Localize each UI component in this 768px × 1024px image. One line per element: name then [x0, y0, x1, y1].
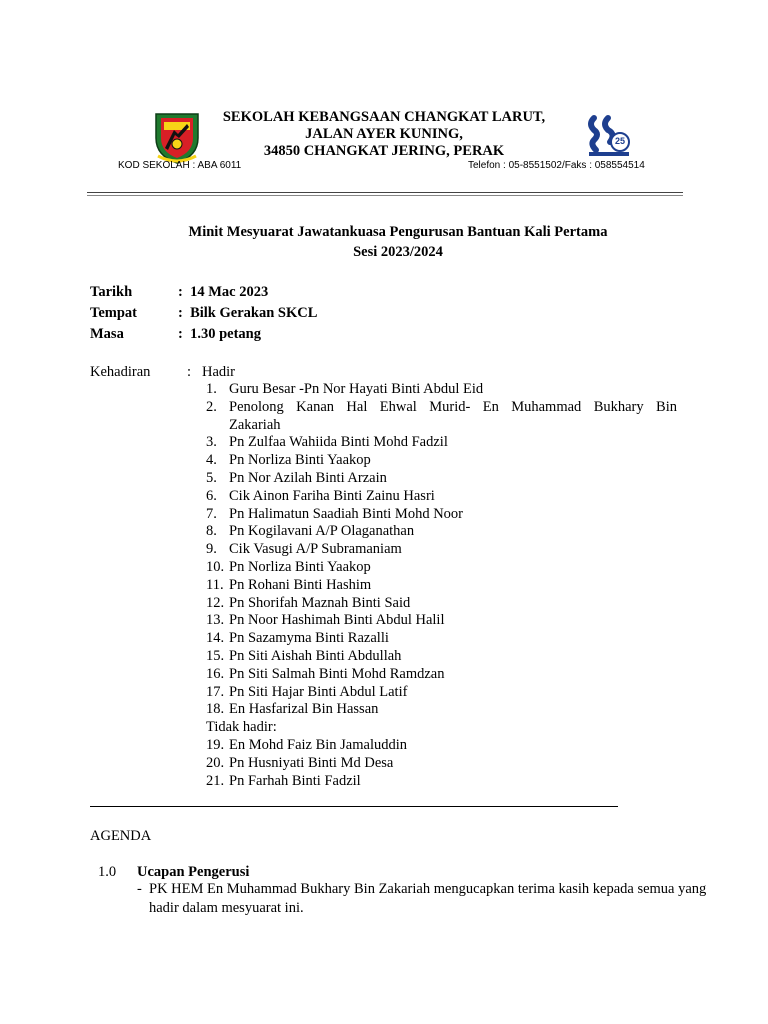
item-name: Pn Siti Hajar Binti Abdul Latif [229, 683, 408, 700]
list-item [206, 381, 677, 399]
item-name: Cik Ainon Fariha Binti Zainu Hasri [229, 487, 435, 504]
school-name: SEKOLAH KEBANGSAAN CHANGKAT LARUT, [222, 109, 546, 125]
item-name: Pn Farhah Binti Fadzil [229, 772, 361, 789]
item-number: 18. [206, 701, 225, 718]
date-label: Tarikh [90, 284, 133, 300]
time-value: : 1.30 petang [178, 326, 261, 342]
item-number: 15. [206, 647, 225, 664]
item-name: Penolong Kanan Hal Ehwal Murid- En Muhammad Bukhary Bin [229, 398, 677, 415]
meeting-session: Sesi 2023/2024 [353, 244, 443, 260]
place-value: : Bilk Gerakan SKCL [178, 305, 318, 321]
item-name: Pn Sazamyma Binti Razalli [229, 630, 389, 647]
item-name: Pn Zulfaa Wahiida Binti Mohd Fadzil [229, 434, 448, 451]
item-number: 14. [206, 630, 225, 647]
list-item [206, 595, 677, 613]
item-name: Cik Vasugi A/P Subramaniam [229, 541, 402, 558]
item-name: Pn Noor Hashimah Binti Abdul Halil [229, 612, 445, 629]
item-number: 1. [206, 381, 217, 397]
agenda-bullet: - [137, 881, 142, 897]
item-name: Pn Kogilavani A/P Olaganathan [229, 523, 415, 540]
meta-block [90, 282, 490, 345]
list-item [206, 612, 677, 630]
item-name-cont: Zakariah [229, 416, 281, 433]
item-name: Pn Halimatun Saadiah Binti Mohd Noor [229, 505, 463, 522]
header-divider-under [87, 195, 683, 196]
list-item [206, 523, 677, 541]
meeting-title [98, 222, 698, 262]
item-name: Guru Besar -Pn Nor Hayati Binti Abdul Eid [229, 381, 484, 397]
list-item [206, 399, 677, 417]
anniversary-badge-icon [586, 112, 632, 158]
list-item [206, 541, 677, 559]
item-number: 19. [206, 736, 225, 753]
item-name: Pn Shorifah Maznah Binti Said [229, 594, 411, 611]
list-item [206, 701, 677, 719]
attendance-divider [90, 806, 618, 807]
list-item [206, 666, 677, 684]
item-number: 6. [206, 487, 217, 504]
item-number: 16. [206, 665, 225, 682]
list-item [206, 755, 677, 773]
school-header [184, 109, 584, 160]
item-number: 7. [206, 505, 217, 522]
attendance-label: Kehadiran [90, 364, 151, 380]
list-item [206, 434, 677, 452]
agenda-heading: AGENDA [90, 828, 152, 844]
item-name: En Hasfarizal Bin Hassan [229, 701, 379, 718]
meta-row-date [90, 282, 490, 303]
item-number: 11. [206, 576, 224, 593]
list-item [206, 488, 677, 506]
item-name: En Mohd Faiz Bin Jamaluddin [229, 736, 408, 753]
agenda-item-number: 1.0 [98, 864, 117, 880]
date-value: : 14 Mac 2023 [178, 284, 269, 300]
meta-row-place [90, 303, 490, 324]
item-name: Pn Siti Salmah Binti Mohd Ramdzan [229, 665, 445, 682]
school-city: 34850 CHANGKAT JERING, PERAK [263, 143, 505, 159]
school-phone: Telefon : 05-8551502/Faks : 058554514 [468, 160, 645, 171]
absent-heading: Tidak hadir: [206, 719, 277, 736]
item-number: 5. [206, 469, 217, 486]
item-number: 3. [206, 434, 217, 451]
item-number: 20. [206, 754, 225, 771]
badge-number: 25 [614, 136, 625, 146]
list-item [206, 559, 677, 577]
item-number: 10. [206, 558, 225, 575]
item-name: Pn Rohani Binti Hashim [229, 576, 372, 593]
absent-heading-row [206, 719, 677, 737]
list-item [206, 684, 677, 702]
agenda-item-text-line1: PK HEM En Muhammad Bukhary Bin Zakariah mengucapkan terima kasih kepada semua yang [149, 881, 707, 897]
agenda-item-text-line2: hadir dalam mesyuarat ini. [149, 900, 304, 916]
attendance-colon: : [187, 364, 192, 380]
item-name: Pn Norliza Binti Yaakop [229, 452, 371, 469]
item-number: 8. [206, 523, 217, 540]
item-number: 2. [206, 398, 217, 415]
item-name: Pn Siti Aishah Binti Abdullah [229, 647, 402, 664]
item-number: 9. [206, 541, 217, 558]
item-name: Pn Nor Azilah Binti Arzain [229, 469, 387, 486]
list-item [206, 470, 677, 488]
school-street: JALAN AYER KUNING, [305, 126, 463, 142]
item-number: 4. [206, 452, 217, 469]
item-number: 13. [206, 612, 225, 629]
list-item [206, 452, 677, 470]
list-item [206, 630, 677, 648]
list-item [206, 577, 677, 595]
list-item [206, 648, 677, 666]
present-list [206, 381, 677, 790]
list-item-continuation [206, 417, 677, 435]
item-number: 21. [206, 772, 225, 789]
header-divider [87, 192, 683, 193]
list-item [206, 737, 677, 755]
item-name: Pn Norliza Binti Yaakop [229, 558, 371, 575]
item-name: Pn Husniyati Binti Md Desa [229, 754, 394, 771]
list-item [206, 773, 677, 791]
list-item [206, 506, 677, 524]
meeting-title-line1: Minit Mesyuarat Jawatankuasa Pengurusan Bantuan Kali Pertama [188, 224, 608, 240]
time-label: Masa [90, 326, 124, 342]
school-code: KOD SEKOLAH : ABA 6011 [118, 160, 242, 171]
meta-row-time [90, 324, 490, 345]
present-heading: Hadir [202, 364, 236, 380]
item-number: 12. [206, 594, 225, 611]
agenda-item-title: Ucapan Pengerusi [137, 864, 250, 880]
item-number: 17. [206, 683, 225, 700]
place-label: Tempat [90, 305, 137, 321]
